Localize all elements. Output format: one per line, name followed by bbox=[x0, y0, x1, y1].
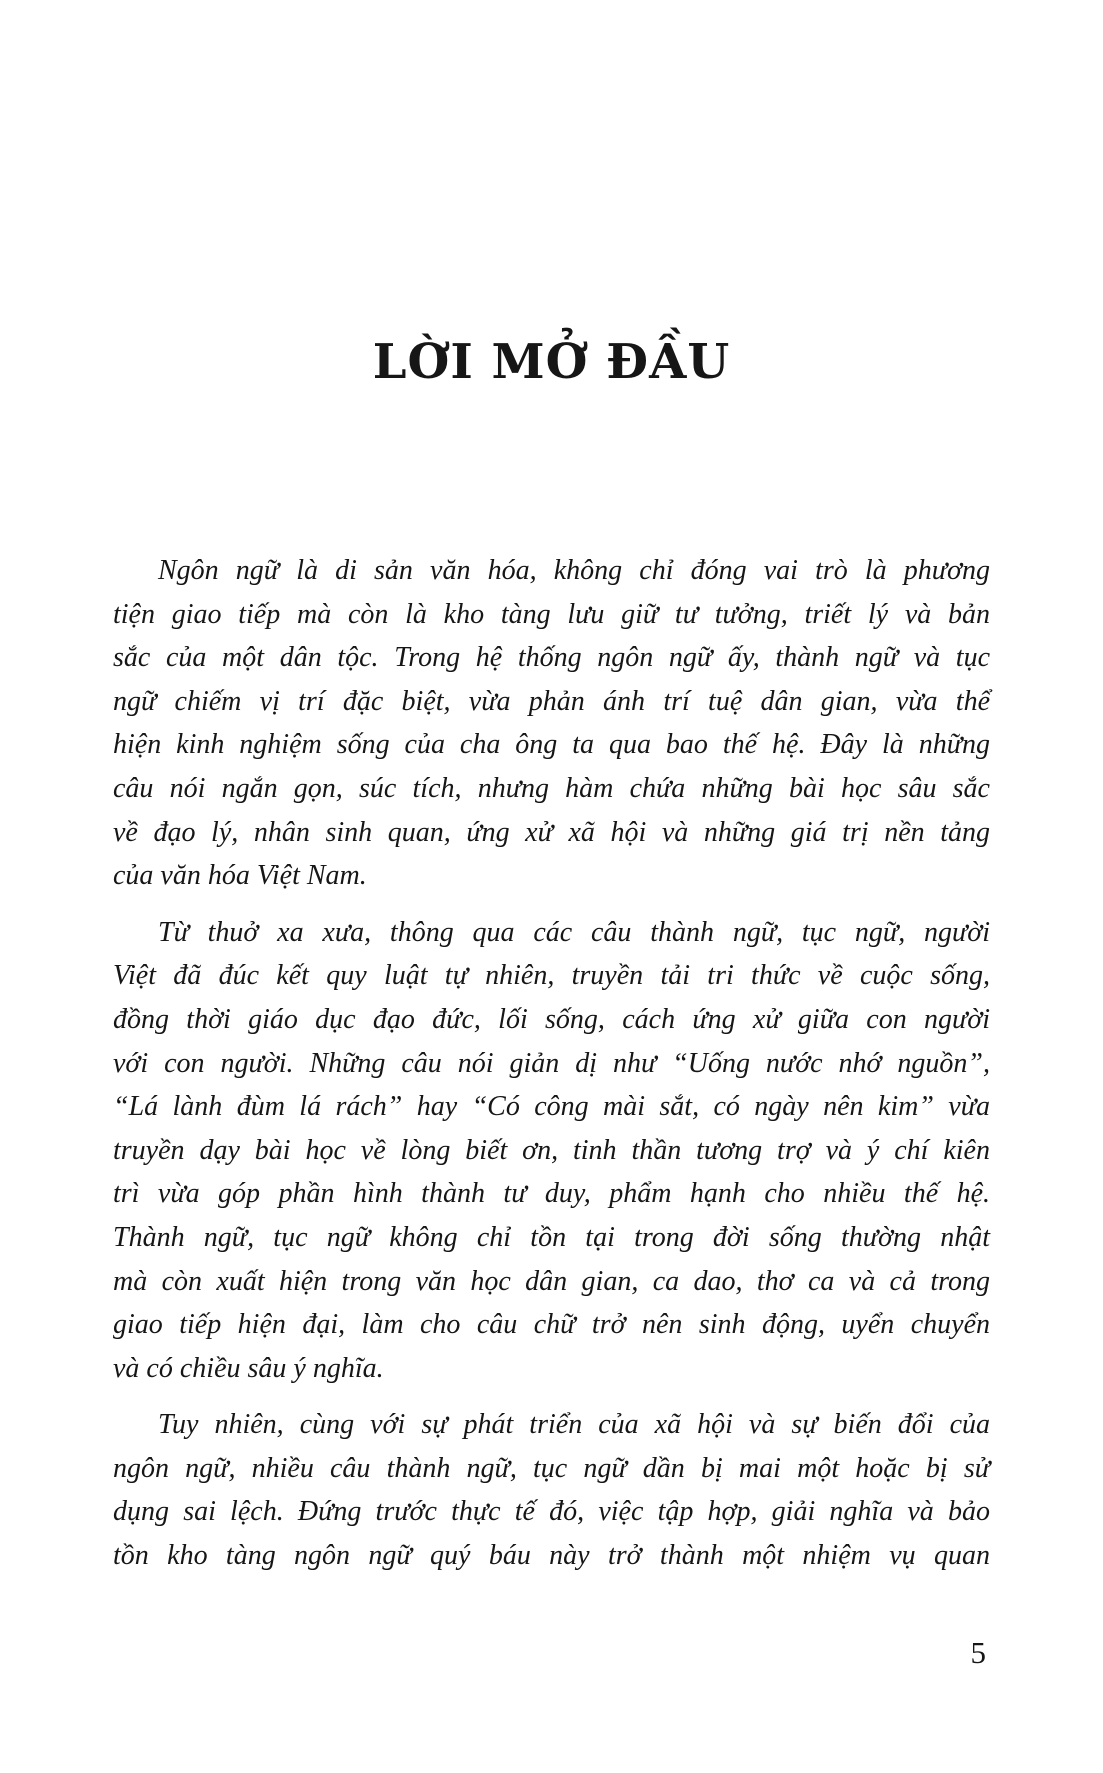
text-line: ngôn ngữ, nhiều câu thành ngữ, tục ngữ dần bị mai một hoặc bị sử bbox=[113, 1452, 990, 1484]
text-line: câu nói ngắn gọn, súc tích, nhưng hàm chứa những bài học sâu sắc bbox=[113, 772, 990, 804]
text-line: của văn hóa Việt Nam. bbox=[113, 860, 367, 892]
text-line: với con người. Những câu nói giản dị như “Uống nước nhớ nguồn”, bbox=[113, 1047, 990, 1079]
text-line: và có chiều sâu ý nghĩa. bbox=[113, 1352, 384, 1384]
text-line: Tuy nhiên, cùng với sự phát triển của xã hội và sự biến đổi của bbox=[158, 1409, 990, 1441]
text-line: Từ thuở xa xưa, thông qua các câu thành ngữ, tục ngữ, người bbox=[158, 916, 990, 948]
text-line: tồn kho tàng ngôn ngữ quý báu này trở thành một nhiệm vụ quan bbox=[113, 1540, 990, 1572]
text-line: trì vừa góp phần hình thành tư duy, phẩm hạnh cho nhiều thế hệ. bbox=[113, 1178, 990, 1210]
body-text bbox=[113, 549, 990, 1578]
page-title: LỜI MỞ ĐẦU bbox=[372, 334, 731, 390]
text-line: sắc của một dân tộc. Trong hệ thống ngôn ngữ ấy, thành ngữ và tục bbox=[113, 642, 990, 674]
text-line: hiện kinh nghiệm sống của cha ông ta qua bao thế hệ. Đây là những bbox=[113, 729, 990, 761]
text-line: về đạo lý, nhân sinh quan, ứng xử xã hội và những giá trị nền tảng bbox=[113, 816, 990, 848]
text-line: đồng thời giáo dục đạo đức, lối sống, cách ứng xử giữa con người bbox=[113, 1003, 990, 1035]
text-line: Thành ngữ, tục ngữ không chỉ tồn tại trong đời sống thường nhật bbox=[113, 1221, 990, 1253]
text-line: giao tiếp hiện đại, làm cho câu chữ trở nên sinh động, uyển chuyển bbox=[113, 1309, 990, 1341]
text-line: Ngôn ngữ là di sản văn hóa, không chỉ đóng vai trò là phương bbox=[158, 555, 990, 586]
text-line: truyền dạy bài học về lòng biết ơn, tinh thần tương trợ và ý chí kiên bbox=[113, 1134, 990, 1166]
text-line: “Lá lành đùm lá rách” hay “Có công mài sắt, có ngày nên kim” vừa bbox=[113, 1091, 990, 1123]
text-line: tiện giao tiếp mà còn là kho tàng lưu giữ tư tưởng, triết lý và bản bbox=[113, 598, 990, 630]
text-line: mà còn xuất hiện trong văn học dân gian, ca dao, thơ ca và cả trong bbox=[113, 1265, 990, 1297]
paragraph bbox=[113, 1403, 990, 1577]
paragraph bbox=[113, 549, 990, 898]
text-line: ngữ chiếm vị trí đặc biệt, vừa phản ánh trí tuệ dân gian, vừa thể bbox=[113, 685, 990, 717]
paragraph bbox=[113, 911, 990, 1391]
text-line: dụng sai lệch. Đứng trước thực tế đó, việc tập hợp, giải nghĩa và bảo bbox=[113, 1496, 990, 1528]
text-line: Việt đã đúc kết quy luật tự nhiên, truyền tải tri thức về cuộc sống, bbox=[113, 960, 990, 992]
page-number: 5 bbox=[970, 1635, 986, 1670]
